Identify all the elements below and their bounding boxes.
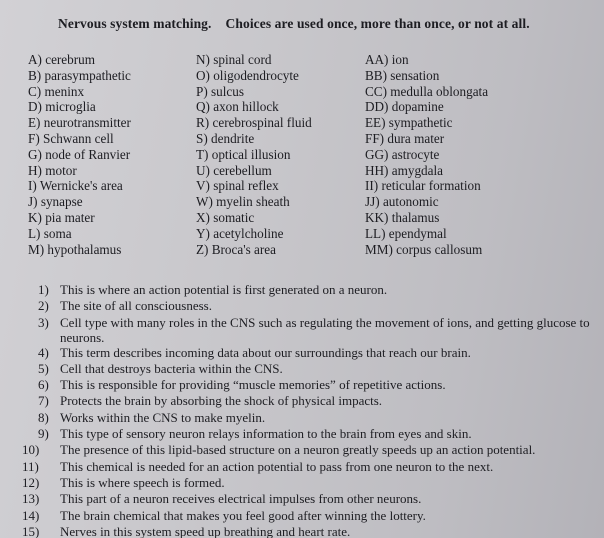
question-text: This term describes incoming data about our surroundings that reach our brain. <box>60 344 471 360</box>
questions-list <box>22 282 592 538</box>
question-number: 12) <box>22 474 40 490</box>
question-item <box>22 298 592 314</box>
choice-item: I) Wernicke's area <box>28 178 123 194</box>
question-number: 3) <box>38 314 49 330</box>
choice-item: P) sulcus <box>196 83 244 99</box>
question-item <box>22 442 592 458</box>
choice-item: R) cerebrospinal fluid <box>196 115 312 131</box>
question-number: 4) <box>38 344 49 360</box>
choice-item: V) spinal reflex <box>196 178 279 194</box>
choice-item: Q) axon hillock <box>196 99 279 115</box>
question-item <box>22 410 592 426</box>
choice-item: M) hypothalamus <box>28 241 122 257</box>
choices-column-2 <box>196 52 312 257</box>
question-item <box>22 345 592 361</box>
choice-item: BB) sensation <box>365 67 440 83</box>
question-text: Cell type with many roles in the CNS such as regulating the movement of ions, and getting glucose to neurons. <box>60 314 590 345</box>
question-item <box>22 475 592 491</box>
question-item <box>22 315 592 345</box>
question-text: This is where speech is formed. <box>60 474 225 490</box>
choice-item: C) meninx <box>28 83 85 99</box>
choice-item: A) cerebrum <box>28 52 95 67</box>
choice-item: MM) corpus callosum <box>365 241 483 257</box>
choice-item: JJ) autonomic <box>365 194 439 210</box>
question-item <box>22 426 592 442</box>
question-item <box>22 282 592 298</box>
choice-item: U) cerebellum <box>196 162 272 178</box>
question-text: This is where an action potential is first generated on a neuron. <box>60 282 388 297</box>
question-item <box>22 459 592 475</box>
choice-item: S) dendrite <box>196 130 255 146</box>
question-number: 11) <box>22 458 39 474</box>
choice-item: GG) astrocyte <box>365 146 440 162</box>
choice-item: KK) thalamus <box>365 209 440 225</box>
choice-item: F) Schwann cell <box>28 130 114 146</box>
question-number: 1) <box>38 282 49 297</box>
choice-item: T) optical illusion <box>196 146 291 162</box>
question-text: The presence of this lipid-based structure on a neuron greatly speeds up an action potential. <box>60 442 536 458</box>
question-number: 8) <box>38 409 49 425</box>
choice-item: H) motor <box>28 162 77 178</box>
choice-item: O) oligodendrocyte <box>196 67 299 83</box>
choice-item: X) somatic <box>196 209 255 225</box>
question-number: 15) <box>22 523 40 538</box>
question-number: 7) <box>38 393 49 409</box>
question-text: This part of a neuron receives electrical impulses from other neurons. <box>60 491 422 507</box>
question-number: 5) <box>38 360 49 376</box>
choice-item: E) neurotransmitter <box>28 115 131 131</box>
question-item <box>22 377 592 393</box>
choice-item: G) node of Ranvier <box>28 146 131 162</box>
question-text: Nerves in this system speed up breathing and heart rate. <box>60 523 351 538</box>
question-number: 2) <box>38 298 49 314</box>
question-number: 9) <box>38 426 49 442</box>
question-item <box>22 508 592 524</box>
question-text: This is responsible for providing “muscle memories” of repetitive actions. <box>60 377 446 393</box>
question-text: Cell that destroys bacteria within the CNS. <box>60 360 283 376</box>
choice-item: N) spinal cord <box>196 52 272 67</box>
choice-item: D) microglia <box>28 99 96 115</box>
choices-column-1 <box>28 52 131 257</box>
title-instructions: Choices are used once, more than once, or not at all. <box>225 16 530 31</box>
question-number: 10) <box>22 442 40 458</box>
choice-item: FF) dura mater <box>365 130 445 146</box>
choice-item: DD) dopamine <box>365 99 444 115</box>
question-number: 14) <box>22 507 40 523</box>
choice-item: AA) ion <box>365 52 409 67</box>
choice-item: B) parasympathetic <box>28 67 131 83</box>
question-text: Protects the brain by absorbing the shock of physical impacts. <box>60 393 383 409</box>
title-main: Nervous system matching. <box>58 16 212 31</box>
question-number: 13) <box>22 491 40 507</box>
choice-item: L) soma <box>28 225 72 241</box>
question-text: The brain chemical that makes you feel good after winning the lottery. <box>60 507 426 523</box>
choice-item: Y) acetylcholine <box>196 225 284 241</box>
question-item <box>22 491 592 507</box>
choice-item: II) reticular formation <box>365 178 481 194</box>
choice-item: J) synapse <box>28 194 83 210</box>
question-item <box>22 393 592 409</box>
choices-column-3 <box>365 52 488 257</box>
worksheet-title <box>58 16 530 32</box>
question-text: The site of all consciousness. <box>60 298 212 314</box>
question-text: This type of sensory neuron relays information to the brain from eyes and skin. <box>60 426 472 442</box>
choice-item: LL) ependymal <box>365 225 447 241</box>
question-item <box>22 361 592 377</box>
choice-item: CC) medulla oblongata <box>365 83 489 99</box>
choice-item: EE) sympathetic <box>365 115 453 131</box>
choice-item: W) myelin sheath <box>196 194 290 210</box>
question-text: This chemical is needed for an action potential to pass from one neuron to the next. <box>60 458 494 474</box>
choice-item: Z) Broca's area <box>196 241 276 257</box>
question-item <box>22 524 592 538</box>
question-text: Works within the CNS to make myelin. <box>60 409 266 425</box>
choice-item: K) pia mater <box>28 209 95 225</box>
question-number: 6) <box>38 377 49 393</box>
choice-item: HH) amygdala <box>365 162 443 178</box>
